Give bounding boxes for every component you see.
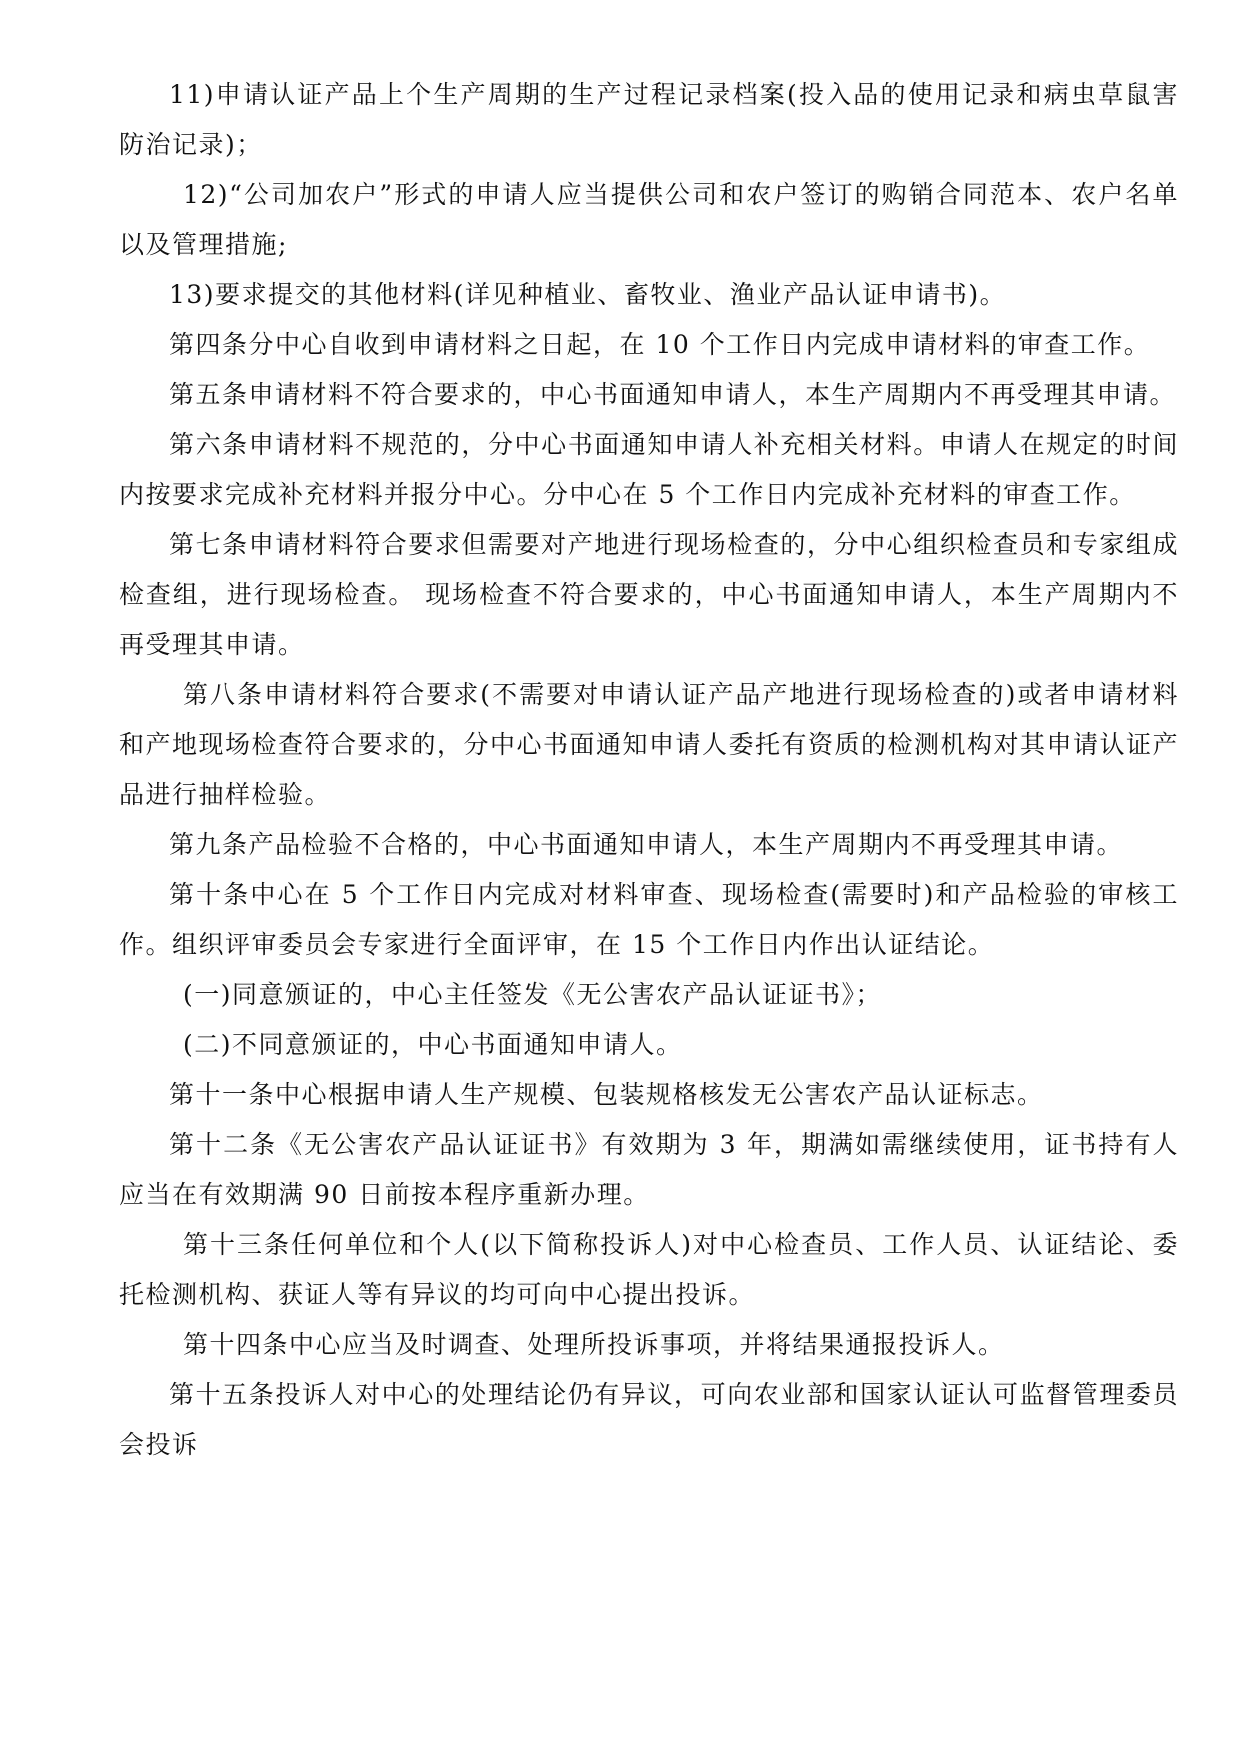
paragraph-article-5: 第五条申请材料不符合要求的，中心书面通知申请人，本生产周期内不再受理其申请。 bbox=[169, 380, 1177, 409]
paragraph-article-9: 第九条产品检验不合格的，中心书面通知申请人，本生产周期内不再受理其申请。 bbox=[169, 830, 1124, 859]
paragraph-article-11: 第十一条中心根据申请人生产规模、包装规格核发无公害农产品认证标志。 bbox=[169, 1080, 1044, 1109]
paragraph-article-10-item-1: (一)同意颁证的，中心主任签发《无公害农产品认证证书》； bbox=[183, 980, 883, 1009]
paragraph-item-13: 13)要求提交的其他材料(详见种植业、畜牧业、渔业产品认证申请书)。 bbox=[169, 280, 1007, 309]
paragraph-article-4: 第四条分中心自收到申请材料之日起，在 10 个工作日内完成申请材料的审查工作。 bbox=[169, 330, 1151, 359]
paragraph-article-15: 第十五条投诉人对中心的处理结论仍有异议，可向农业部和国家认证认可监督管理委员会投诉 bbox=[119, 1380, 1179, 1459]
paragraph-article-10-item-2: (二)不同意颁证的，中心书面通知申请人。 bbox=[183, 1030, 683, 1059]
paragraph-article-14: 第十四条中心应当及时调查、处理所投诉事项，并将结果通报投诉人。 bbox=[183, 1330, 1005, 1359]
paragraph-item-12: 12)“公司加农户”形式的申请人应当提供公司和农户签订的购销合同范本、农户名单以及管理措施; bbox=[119, 180, 1179, 259]
paragraph-article-8: 第八条申请材料符合要求(不需要对申请认证产品产地进行现场检查的)或者申请材料和产地现场检查符合要求的，分中心书面通知申请人委托有资质的检测机构对其申请认证产品进行抽样检验。 bbox=[119, 680, 1180, 809]
document-body bbox=[119, 70, 1179, 1470]
paragraph-article-6: 第六条申请材料不规范的，分中心书面通知申请人补充相关材料。申请人在规定的时间内按要求完成补充材料并报分中心。分中心在 5 个工作日内完成补充材料的审查工作。 bbox=[119, 430, 1179, 509]
paragraph-article-7: 第七条申请材料符合要求但需要对产地进行现场检查的，分中心组织检查员和专家组成检查组，进行现场检查。 现场检查不符合要求的，中心书面通知申请人，本生产周期内不再受理其申请。 bbox=[119, 530, 1179, 659]
paragraph-article-10: 第十条中心在 5 个工作日内完成对材料审查、现场检查(需要时)和产品检验的审核工作。组织评审委员会专家进行全面评审，在 15 个工作日内作出认证结论。 bbox=[119, 880, 1179, 959]
paragraph-article-13: 第十三条任何单位和个人(以下简称投诉人)对中心检查员、工作人员、认证结论、委托检测机构、获证人等有异议的均可向中心提出投诉。 bbox=[119, 1230, 1179, 1309]
paragraph-item-11: 11)申请认证产品上个生产周期的生产过程记录档案(投入品的使用记录和病虫草鼠害防治记录)； bbox=[119, 80, 1179, 159]
paragraph-article-12: 第十二条《无公害农产品认证证书》有效期为 3 年，期满如需继续使用，证书持有人应当在有效期满 90 日前按本程序重新办理。 bbox=[119, 1130, 1179, 1209]
